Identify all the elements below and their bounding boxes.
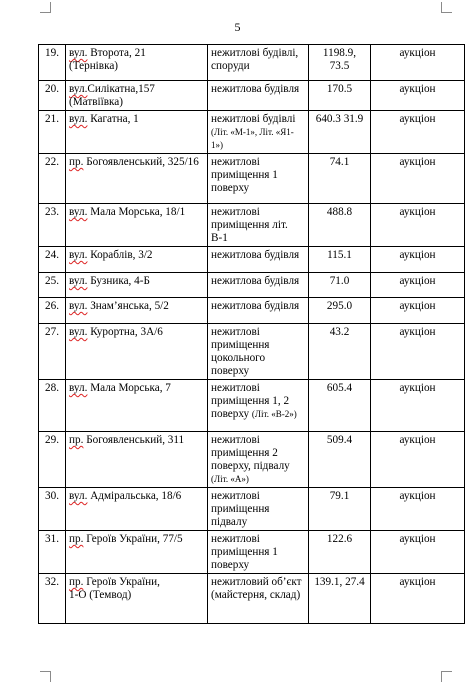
address-cell [66, 488, 208, 531]
sale-method-cell: аукціон [371, 432, 465, 488]
property-description: нежитлові приміщення підвалу [211, 490, 270, 528]
table-row [39, 154, 465, 204]
address-cell [66, 324, 208, 380]
row-number: 19. [39, 45, 66, 81]
address-locality: (Тернівка) [69, 60, 119, 72]
address-cell [66, 81, 208, 111]
street-address: Кораблів, 3/2 [87, 249, 153, 261]
sale-method-cell: аукціон [371, 298, 465, 324]
street-address: Второта, 21 [87, 47, 146, 59]
street-type: вул. [69, 326, 88, 338]
street-type: вул. [69, 83, 88, 95]
street-address: Мала Морська, 7 [87, 382, 171, 394]
description-cell [208, 324, 309, 380]
sale-method-cell: аукціон [371, 111, 465, 154]
street-address: Мала Морська, 18/1 [87, 206, 186, 218]
row-number: 28. [39, 380, 66, 432]
area-cell: 115.1 [309, 247, 371, 273]
street-address: Знам’янська, 5/2 [87, 300, 169, 312]
row-number: 27. [39, 324, 66, 380]
street-address: Адміральська, 18/6 [87, 490, 182, 502]
street-type: вул. [69, 47, 88, 59]
street-address: Богоявленський, 311 [83, 434, 185, 446]
row-number: 21. [39, 111, 66, 154]
description-cell [208, 380, 309, 432]
property-description: нежитлові приміщення цокольного поверху [211, 326, 270, 377]
area-cell: 122.6 [309, 531, 371, 574]
description-cell [208, 204, 309, 247]
street-address: Героїв України, 77/5 [83, 533, 183, 545]
literal-note: (Літ. «А») [211, 474, 249, 484]
address-locality: (Матвіївка) [69, 96, 123, 108]
table-row [39, 81, 465, 111]
table-row [39, 273, 465, 298]
property-description: нежитлова будівля [211, 300, 300, 312]
address-cell [66, 574, 208, 624]
table-row [39, 45, 465, 81]
property-description: нежитлові приміщення 2 поверху, підвалу [211, 434, 290, 472]
street-type: пр. [69, 156, 84, 168]
address-cell [66, 111, 208, 154]
address-cell [66, 247, 208, 273]
sale-method-cell: аукціон [371, 380, 465, 432]
address-cell [66, 273, 208, 298]
address-cell [66, 531, 208, 574]
description-cell [208, 298, 309, 324]
property-description: нежитлові будівлі, споруди [211, 47, 299, 72]
page-number: 5 [234, 20, 241, 34]
description-cell [208, 154, 309, 204]
area-cell: 139.1, 27.4 [309, 574, 371, 624]
sale-method-cell: аукціон [371, 273, 465, 298]
table-row [39, 574, 465, 624]
sale-method-cell: аукціон [371, 488, 465, 531]
property-description: нежитлові приміщення 1, 2 поверху [211, 382, 290, 420]
property-table [38, 44, 465, 624]
table-row [39, 380, 465, 432]
table-row [39, 204, 465, 247]
street-type: пр. [69, 533, 84, 545]
address-cell [66, 298, 208, 324]
area-cell: 605.4 [309, 380, 371, 432]
sale-method-cell: аукціон [371, 531, 465, 574]
description-cell [208, 45, 309, 81]
description-cell [208, 531, 309, 574]
area-cell: 79.1 [309, 488, 371, 531]
row-number: 29. [39, 432, 66, 488]
property-description: нежитлові приміщення 1 поверху [211, 533, 278, 571]
area-cell: 71.0 [309, 273, 371, 298]
street-address: Силікатна,157 [87, 83, 155, 95]
table-row [39, 324, 465, 380]
row-number: 30. [39, 488, 66, 531]
row-number: 32. [39, 574, 66, 624]
sale-method-cell: аукціон [371, 324, 465, 380]
sale-method-cell: аукціон [371, 247, 465, 273]
sale-method-cell: аукціон [371, 204, 465, 247]
description-cell [208, 273, 309, 298]
street-type: вул. [69, 249, 88, 261]
street-type: вул. [69, 113, 88, 125]
table-row [39, 531, 465, 574]
sale-method-cell: аукціон [371, 154, 465, 204]
street-address: Бузника, 4-Б [87, 275, 150, 287]
street-type: пр. [69, 434, 84, 446]
area-cell: 1198.9, 73.5 [309, 45, 371, 81]
row-number: 23. [39, 204, 66, 247]
address-cell [66, 380, 208, 432]
property-description: нежитлова будівля [211, 83, 300, 95]
area-cell: 295.0 [309, 298, 371, 324]
row-number: 24. [39, 247, 66, 273]
description-cell [208, 247, 309, 273]
row-number: 31. [39, 531, 66, 574]
property-description: нежитлова будівля [211, 275, 300, 287]
property-description: нежитлові приміщення літ. В-1 [211, 206, 288, 244]
description-cell [208, 432, 309, 488]
address-locality: 1-О (Темвод) [69, 589, 132, 601]
crop-mark-bottom-left [40, 671, 51, 682]
address-cell [66, 204, 208, 247]
description-cell [208, 488, 309, 531]
street-type: вул. [69, 382, 88, 394]
address-cell [66, 432, 208, 488]
table-row [39, 111, 465, 154]
street-type: вул. [69, 275, 88, 287]
property-description: нежитлові приміщення 1 поверху [211, 156, 278, 194]
literal-note: (Літ. «В-2») [251, 409, 297, 419]
crop-mark-top-right [441, 2, 452, 13]
literal-note: (Літ. «М-1», Літ. «Я1-1») [211, 127, 294, 150]
table-row [39, 488, 465, 531]
street-address: Курортна, 3А/6 [87, 326, 163, 338]
address-cell [66, 45, 208, 81]
area-cell: 488.8 [309, 204, 371, 247]
sale-method-cell: аукціон [371, 574, 465, 624]
property-description: нежитлові будівлі [211, 113, 296, 125]
street-type: вул. [69, 490, 88, 502]
property-description: нежитловий об’єкт (майстерня, склад) [211, 576, 302, 601]
street-address: Героїв України, [83, 576, 160, 588]
area-cell: 640.3 31.9 [309, 111, 371, 154]
address-cell [66, 154, 208, 204]
street-type: пр. [69, 576, 84, 588]
crop-mark-top-left [40, 2, 51, 13]
row-number: 25. [39, 273, 66, 298]
table-row [39, 432, 465, 488]
area-cell: 74.1 [309, 154, 371, 204]
street-address: Кагатна, 1 [87, 113, 139, 125]
table-row [39, 298, 465, 324]
street-type: вул. [69, 300, 88, 312]
property-description: нежитлова будівля [211, 249, 300, 261]
table-row [39, 247, 465, 273]
street-address: Богоявленський, 325/16 [83, 156, 199, 168]
sale-method-cell: аукціон [371, 81, 465, 111]
description-cell [208, 81, 309, 111]
row-number: 22. [39, 154, 66, 204]
area-cell: 509.4 [309, 432, 371, 488]
description-cell [208, 111, 309, 154]
row-number: 26. [39, 298, 66, 324]
sale-method-cell: аукціон [371, 45, 465, 81]
description-cell [208, 574, 309, 624]
crop-mark-bottom-right [441, 671, 452, 682]
area-cell: 43.2 [309, 324, 371, 380]
street-type: вул. [69, 206, 88, 218]
row-number: 20. [39, 81, 66, 111]
area-cell: 170.5 [309, 81, 371, 111]
